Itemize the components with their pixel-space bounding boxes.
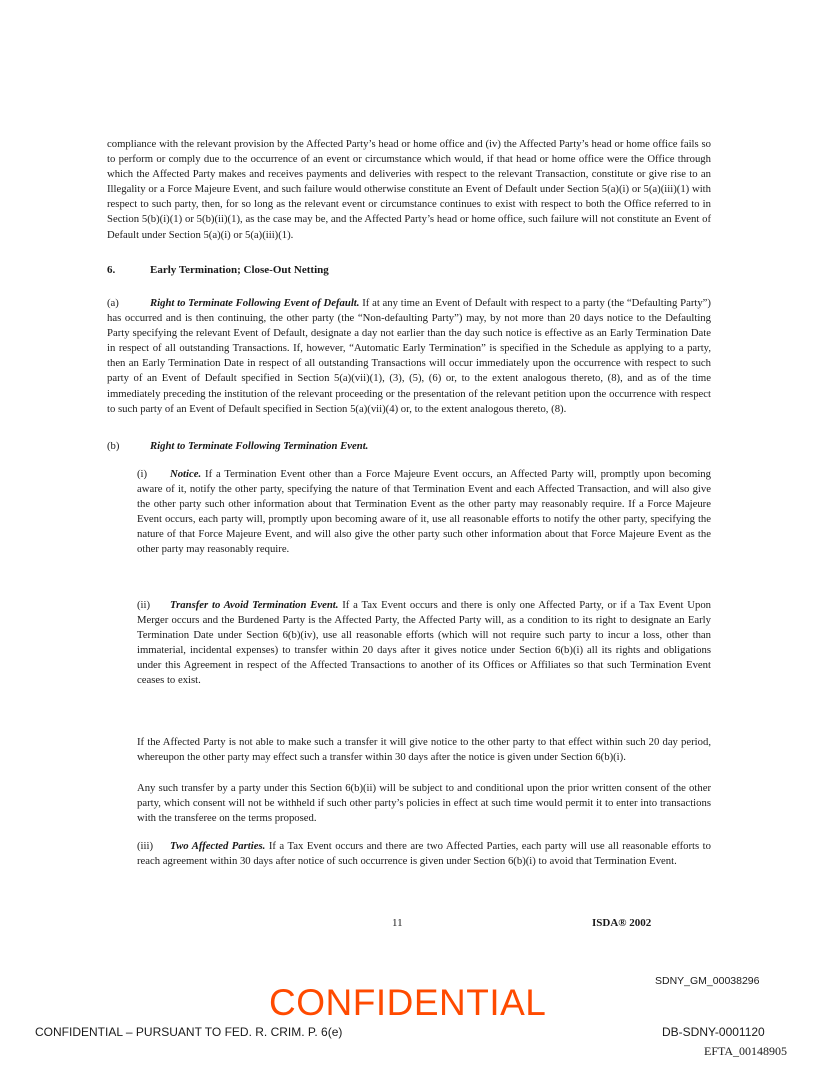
- paragraph-b-ii: [137, 598, 711, 689]
- bates-number-db: DB-SDNY-0001120: [662, 1025, 765, 1039]
- section-number: 6.: [107, 264, 116, 276]
- paragraph-b-ii-continuation-1: If the Affected Party is not able to make such a transfer it will give notice to the other party to that effect within such 20 day period, whereupon the other party may effect such a transfer within 30 days after the notice is given under Section 6(b)(i).: [137, 736, 711, 764]
- paragraph-b-i: [137, 467, 711, 558]
- bates-number-top: SDNY_GM_00038296: [655, 975, 760, 987]
- paragraph-a: [107, 296, 711, 417]
- paragraph-b-i-label: (i): [137, 468, 148, 480]
- paragraph-b-ii-continuation-2: Any such transfer by a party under this Section 6(b)(ii) will be subject to and conditional upon the prior written consent of the other party, which consent will not be withheld if such other party’s policies in effect at such time would permit it to enter into transactions with the transferee on the terms proposed.: [137, 782, 711, 825]
- bates-number-efta: EFTA_00148905: [704, 1044, 788, 1058]
- page-number: 11: [392, 917, 403, 929]
- paragraph-b-iii: [137, 839, 711, 869]
- paragraph-b-iii-title: Two Affected Parties.: [170, 840, 266, 852]
- paragraph-b-ii-label: (ii): [137, 599, 151, 611]
- confidential-stamp: CONFIDENTIAL: [269, 982, 547, 1023]
- paragraph-b-label: (b): [107, 440, 120, 452]
- paragraph-b-i-title: Notice.: [170, 468, 202, 480]
- section-heading: [107, 264, 329, 276]
- paragraph-b-iii-text: If a Tax Event occurs and there are two Affected Parties, each party will use all reasonable efforts to reach agreement within 30 days after notice of such occurrence is given under Section 6(b)(i) to avoid that Termination Event.: [137, 840, 711, 868]
- paragraph-b-title: Right to Terminate Following Termination Event.: [150, 440, 369, 452]
- paragraph-a-label: (a): [107, 297, 119, 309]
- isda-footer-mark: ISDA® 2002: [592, 917, 652, 929]
- section-title: Early Termination; Close-Out Netting: [150, 264, 329, 276]
- paragraph-a-text: If at any time an Event of Default with respect to a party (the “Defaulting Party”) has occurred and is then continuing, the other party (the “Non-defaulting Party”) may, by not more than 20 days notice to the Defaulting Party specifying the relevant Event of Default, designate a day not earlier than the day such notice is effective as an Early Termination Date in respect of all outstanding Transactions. If, however, “Automatic Early Termination” is specified in the Schedule as applying to a party, then an Early Termination Date in respect of all outstanding Transactions will occur immediately upon the occurrence with respect to such party of an Event of Default specified in Section 5(a)(vii)(1), (3), (5), (6) or, to the extent analogous thereto, (8), and as of the time immediately preceding the institution of the relevant proceeding or the presentation of the relevant petition upon the occurrence with respect to such party of an Event of Default specified in Section 5(a)(vii)(4) or, to the extent analogous thereto, (8).: [107, 297, 711, 415]
- paragraph-b-iii-label: (iii): [137, 840, 154, 852]
- intro-paragraph: compliance with the relevant provision by the Affected Party’s head or home office and (iv) the Affected Party’s head or home office fails so to perform or comply due to the occurrence of an event or circumstance which would, if that head or home office were the Office through which the Affected Party makes and receives payments and deliveries with respect to the relevant Transaction, constitute or give rise to an Illegality or a Force Majeure Event, and such failure would otherwise constitute an Event of Default under Section 5(a)(i) or 5(a)(iii)(1) with respect to such party, then, for so long as the relevant event or circumstance continues to exist with respect to both the Office referred to in Section 5(b)(i)(1) or 5(b)(ii)(1), as the case may be, and the Affected Party’s head or home office, such failure will not constitute an Event of Default under Section 5(a)(i) or 5(a)(iii)(1).: [107, 138, 711, 241]
- paragraph-b-ii-text: If a Tax Event occurs and there is only one Affected Party, or if a Tax Event Upon Merger occurs and the Burdened Party is the Affected Party, the Affected Party will, as a condition to its right to designate an Early Termination Date under Section 6(b)(iv), use all reasonable efforts (which will not require such party to incur a loss, other than immaterial, incidental expenses) to transfer within 20 days after it gives notice under Section 6(b)(i) all its rights and obligations under this Agreement in respect of the Affected Transactions to another of its Offices or Affiliates so that such Termination Event ceases to exist.: [137, 599, 712, 687]
- legal-notice: CONFIDENTIAL – PURSUANT TO FED. R. CRIM. P. 6(e): [35, 1025, 343, 1039]
- paragraph-b-heading: [107, 440, 368, 452]
- paragraph-b-ii-title: Transfer to Avoid Termination Event.: [170, 599, 339, 611]
- paragraph-b-i-text: If a Termination Event other than a Force Majeure Event occurs, an Affected Party will, promptly upon becoming aware of it, notify the other party, specifying the nature of that Termination Event and each Affected Transaction, and will also give the other party such other information about that Termination Event as the other party may reasonably require. If a Force Majeure Event occurs, each party will, promptly upon becoming aware of it, use all reasonable efforts to notify the other party, specifying the nature of that Force Majeure Event, and will also give the other party such other information about that Force Majeure Event as the other party may reasonably require.: [137, 468, 711, 556]
- paragraph-a-title: Right to Terminate Following Event of Default.: [150, 297, 360, 309]
